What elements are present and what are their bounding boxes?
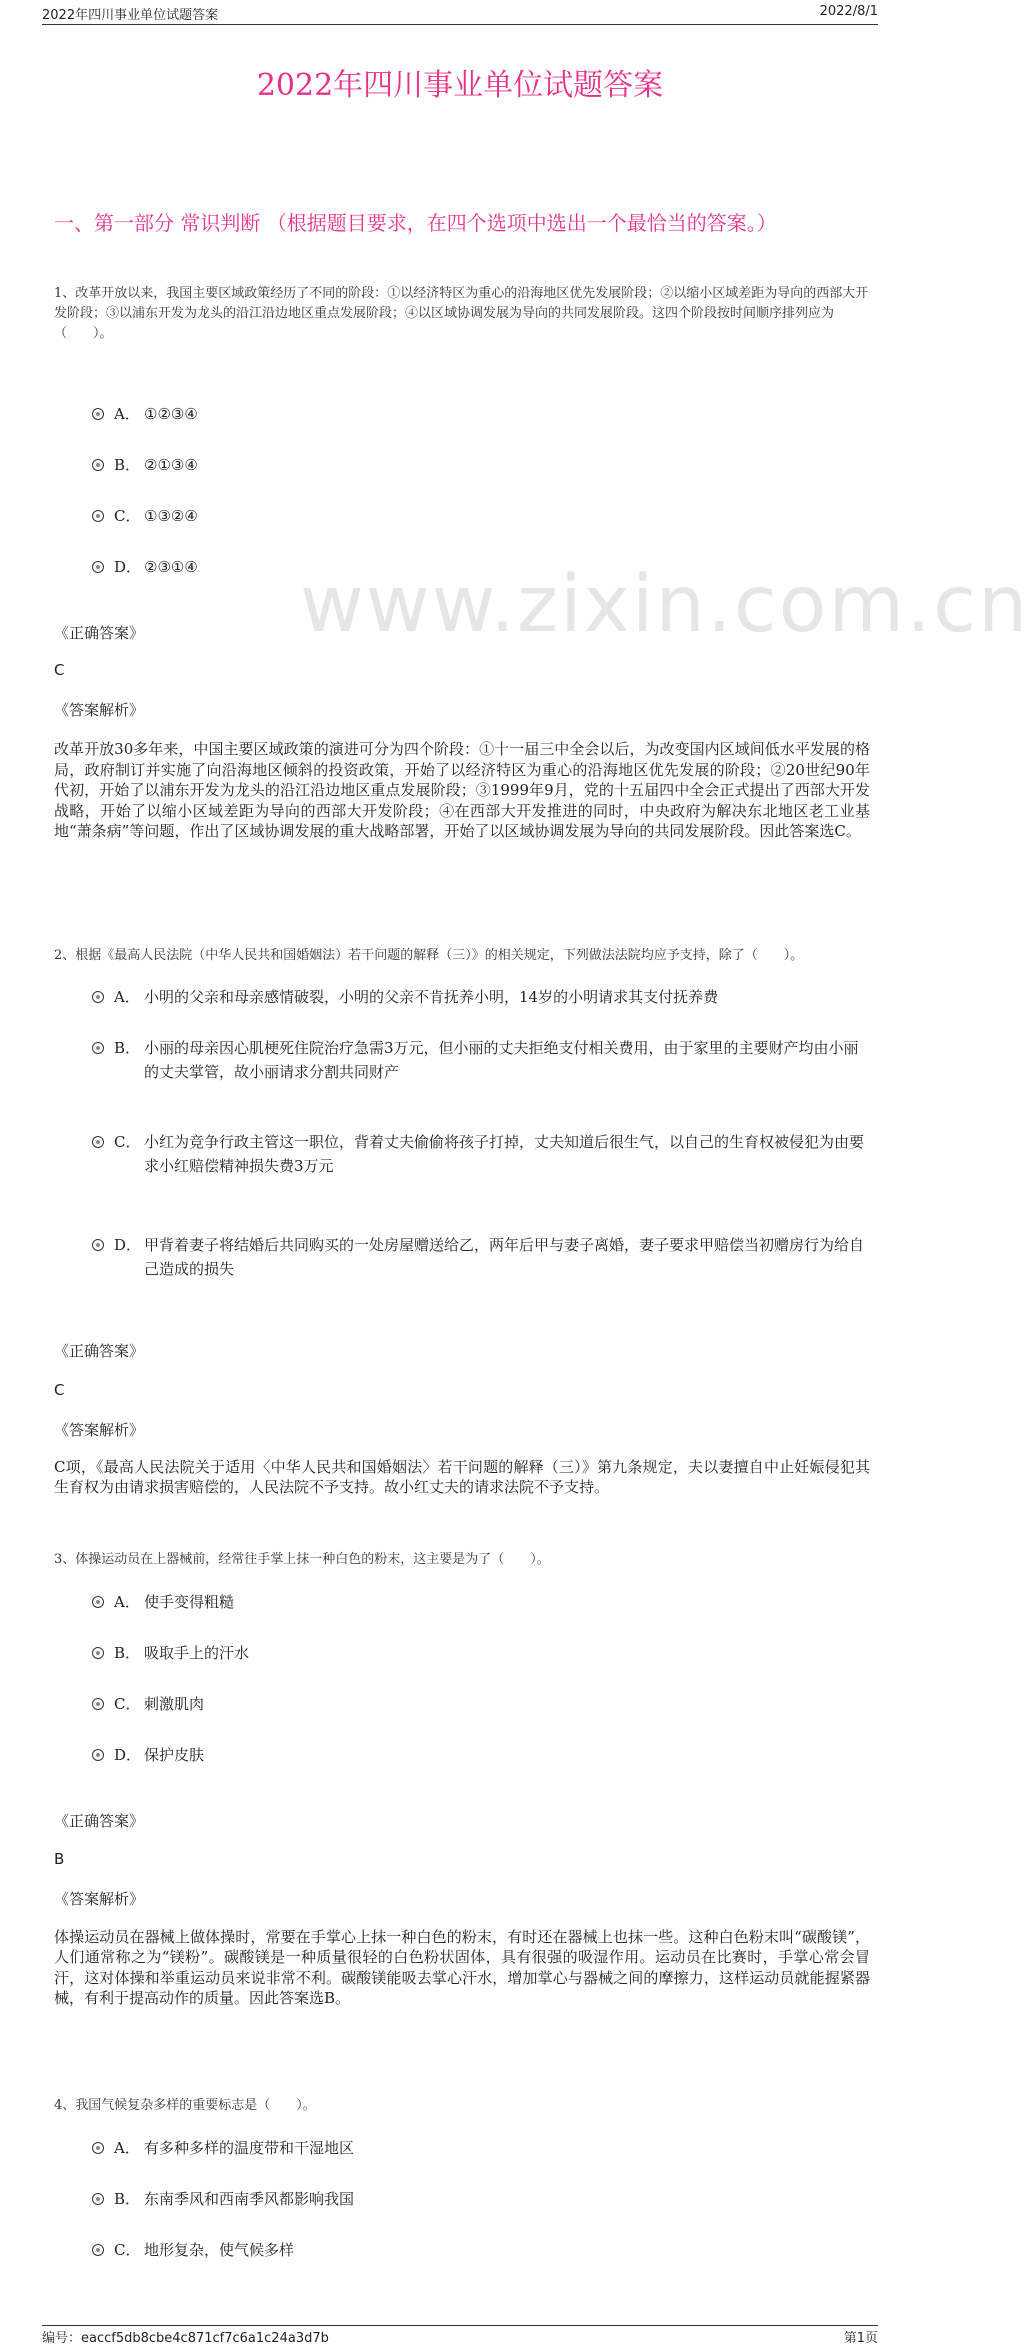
question-3-stem: 3、体操运动员在上器械前，经常往手掌上抹一种白色的粉末，这主要是为了（ ）。 [54, 1551, 550, 1567]
answer-analysis-label: 《答案解析》 [54, 1889, 145, 1908]
radio-icon[interactable] [92, 2142, 104, 2154]
question-2-option-a[interactable] [92, 985, 868, 1009]
question-2-stem: 2、根据《最高人民法院（中华人民共和国婚姻法）若干问题的解释（三）》的相关规定，下列做法法院均应予支持，除了（ ）。 [54, 947, 804, 963]
option-text: 有多种多样的温度带和干湿地区 [144, 2138, 355, 2157]
answer-analysis-label: 《答案解析》 [54, 701, 145, 719]
option-key: B． [114, 2189, 141, 2208]
question-2-analysis: C项，《最高人民法院关于适用〈中华人民共和国婚姻法〉若干问题的解释（三）》第九条规定，夫以妻擅自中止妊娠侵犯其生育权为由请求损害赔偿的，人民法院不予支持。故小红丈夫的请求法院不予支持。 [54, 1457, 870, 1496]
header-rule [42, 24, 878, 25]
radio-icon[interactable] [92, 2193, 104, 2205]
correct-answer-label: 《正确答案》 [54, 1811, 145, 1830]
question-3-option-d[interactable] [92, 1743, 868, 1767]
option-key: C． [114, 1132, 141, 1151]
question-1-option-a[interactable] [92, 402, 868, 426]
page-title: 2022年四川事业单位试题答案 [256, 68, 664, 103]
question-4-option-b[interactable] [92, 2187, 868, 2211]
question-1-answer: C [54, 661, 65, 679]
answer-analysis-label: 《答案解析》 [54, 1420, 145, 1439]
option-text: ①②③④ [144, 405, 198, 423]
footer-rule [42, 2325, 878, 2326]
option-text: 刺激肌肉 [144, 1694, 205, 1713]
question-1-option-c[interactable] [92, 504, 868, 528]
option-text: 甲背着妻子将结婚后共同购买的一处房屋赠送给乙，两年后甲与妻子离婚，妻子要求甲赔偿当初赠房行为给自己造成的损失 [144, 1235, 865, 1278]
question-4-option-a[interactable] [92, 2136, 868, 2160]
question-1-option-d[interactable] [92, 555, 868, 579]
footer-doc-id: 编号：eaccf5db8cbe4c871cf7c6a1c24a3d7b [42, 2330, 329, 2346]
option-key: C． [114, 1694, 141, 1713]
radio-icon[interactable] [92, 510, 104, 522]
question-4-option-c[interactable] [92, 2238, 868, 2262]
radio-icon[interactable] [92, 991, 104, 1003]
question-1-option-b[interactable] [92, 453, 868, 477]
radio-icon[interactable] [92, 459, 104, 471]
question-2-option-c[interactable] [92, 1130, 868, 1178]
radio-icon[interactable] [92, 1596, 104, 1608]
option-text: 地形复杂，使气候多样 [144, 2240, 295, 2259]
radio-icon[interactable] [92, 1042, 104, 1054]
question-2-option-b[interactable] [92, 1036, 868, 1084]
header-doc-title: 2022年四川事业单位试题答案 [42, 8, 219, 23]
option-text: ②③①④ [144, 558, 198, 576]
question-3-option-c[interactable] [92, 1692, 868, 1716]
header-date: 2022/8/1 [819, 4, 878, 19]
option-key: D． [114, 558, 142, 576]
watermark: www.zixin.com.cn [300, 560, 1029, 650]
footer-page-number: 第1页 [843, 2330, 878, 2346]
option-key: B． [114, 1038, 141, 1057]
option-text: 小丽的母亲因心肌梗死住院治疗急需3万元，但小丽的丈夫拒绝支付相关费用，由于家里的主要财产均由小丽的丈夫掌管，故小丽请求分割共同财产 [144, 1038, 859, 1081]
question-3-analysis: 体操运动员在器械上做体操时，常要在手掌心上抹一种白色的粉末，有时还在器械上也抹一些。这种白色粉末叫“碳酸镁”，人们通常称之为“镁粉”。碳酸镁是一种质量很轻的白色粉状固体，具有很强的吸湿作用。运动员在比赛时，手掌心常会冒汗，这对体操和举重运动员来说非常不利。碳酸镁能吸去掌心汗水，增加掌心与器械之间的摩擦力，这样运动员就能握紧器械，有利于提高动作的质量。因此答案选B。 [54, 1927, 870, 2007]
option-key: D． [114, 1235, 142, 1254]
option-key: C． [114, 507, 141, 525]
option-key: A． [114, 1592, 140, 1611]
option-key: A． [114, 2138, 140, 2157]
question-4-stem: 4、我国气候复杂多样的重要标志是（ ）。 [54, 2097, 316, 2113]
option-text: 吸取手上的汗水 [144, 1643, 250, 1662]
question-2-option-d[interactable] [92, 1233, 868, 1281]
option-text: 东南季风和西南季风都影响我国 [144, 2189, 355, 2208]
question-3-option-a[interactable] [92, 1590, 868, 1614]
radio-icon[interactable] [92, 1698, 104, 1710]
question-1-stem: 1、改革开放以来，我国主要区域政策经历了不同的阶段：①以经济特区为重心的沿海地区优先发展阶段；②以缩小区域差距为导向的西部大开发阶段；③以浦东开发为龙头的沿江沿边地区重点发展阶段；④以区域协调发展为导向的共同发展阶段。这四个阶段按时间顺序排列应为（ ）。 [54, 286, 869, 341]
option-key: A． [114, 987, 140, 1006]
option-key: A． [114, 405, 140, 423]
correct-answer-label: 《正确答案》 [54, 624, 145, 642]
option-text: 保护皮肤 [144, 1745, 205, 1764]
option-text: 小红为竞争行政主管这一职位，背着丈夫偷偷将孩子打掉，丈夫知道后很生气，以自己的生育权被侵犯为由要求小红赔偿精神损失费3万元 [144, 1132, 865, 1175]
option-text: ②①③④ [144, 456, 198, 474]
radio-icon[interactable] [92, 2244, 104, 2256]
option-key: B． [114, 456, 141, 474]
question-3-answer: B [54, 1849, 65, 1868]
option-text: ①③②④ [144, 507, 198, 525]
radio-icon[interactable] [92, 408, 104, 420]
correct-answer-label: 《正确答案》 [54, 1341, 145, 1360]
radio-icon[interactable] [92, 1239, 104, 1251]
question-1-analysis: 改革开放30多年来，中国主要区域政策的演进可分为四个阶段：①十一届三中全会以后，为改变国内区域间低水平发展的格局，政府制订并实施了向沿海地区倾斜的投资政策，开始了以经济特区为重心的沿海地区优先发展的阶段；②20世纪90年代初，开始了以浦东开发为龙头的沿江沿边地区重点发展阶段；③1999年9月，党的十五届四中全会正式提出了西部大开发战略，开始了以缩小区域差距为导向的西部大开发阶段；④在西部大开发推进的同时，中央政府为解决东北地区老工业基地“萧条病”等问题，作出了区域协调发展的重大战略部署，开始了以区域协调发展为导向的共同发展阶段。因此答案选C。 [54, 740, 870, 840]
section-heading: 一、第一部分 常识判断 （根据题目要求，在四个选项中选出一个最恰当的答案。） [54, 211, 777, 235]
option-key: C． [114, 2240, 141, 2259]
option-text: 小明的父亲和母亲感情破裂，小明的父亲不肯抚养小明，14岁的小明请求其支付抚养费 [144, 987, 719, 1006]
option-key: D． [114, 1745, 142, 1764]
radio-icon[interactable] [92, 1136, 104, 1148]
question-2-answer: C [54, 1380, 65, 1399]
option-key: B． [114, 1643, 141, 1662]
radio-icon[interactable] [92, 1647, 104, 1659]
question-3-option-b[interactable] [92, 1641, 868, 1665]
radio-icon[interactable] [92, 1749, 104, 1761]
radio-icon[interactable] [92, 561, 104, 573]
option-text: 使手变得粗糙 [144, 1592, 235, 1611]
page-header [0, 0, 920, 26]
